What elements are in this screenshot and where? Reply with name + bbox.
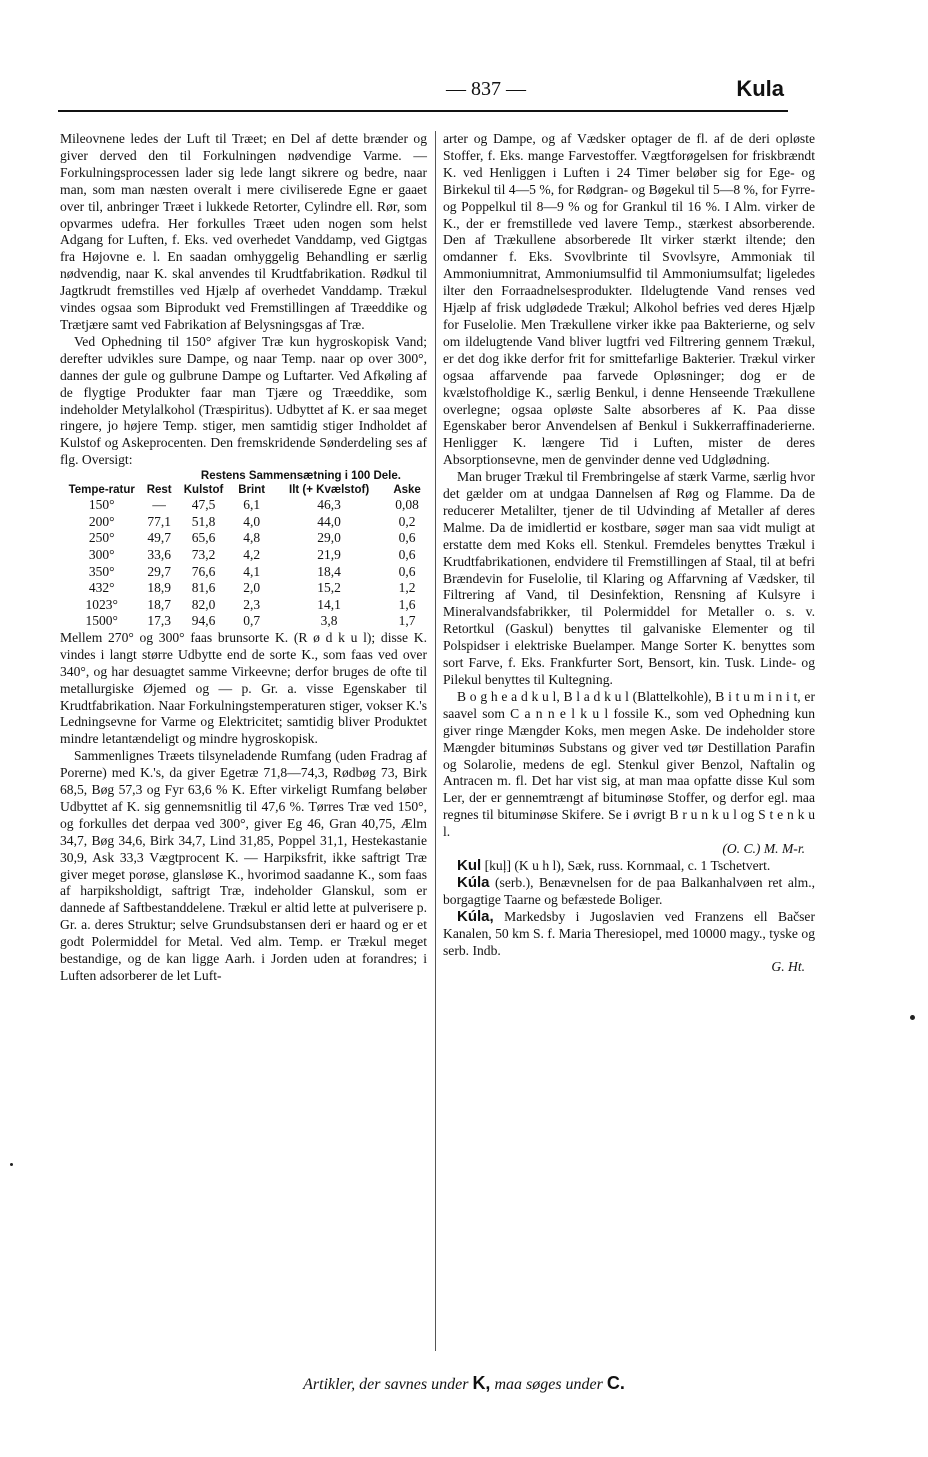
page-header bbox=[58, 76, 788, 112]
entry-headword: Kúla, bbox=[457, 907, 494, 925]
entry-text: B o g h e a d k u l, B l a d k u l (Blattelkohle), B i t u m i n i t, er saavel som C a n n e l k u l fossile K., som ved Ophedning kun giver ringe Mængder Koks, men megen Aske. De indeholder store Mængder bituminøs Substans og giver ved tør Destillation Parafin og Solarolie, medens de egl. Stenkul giver Benzol, Naftalin og Antracen m. fl. Det har vist sig, at man maa opfatte disse Kul som Ler, der er gennemtrængt af bituminøse Stoffer, og derfor egl. maa regnes til bituminøse Skifere. Se i øvrigt B r u n k u l og S t e n k u l. bbox=[443, 688, 815, 840]
table-group-header: Restens Sammensætning i 100 Dele. bbox=[200, 470, 401, 483]
table-cell: 432° bbox=[88, 580, 115, 596]
table-row bbox=[60, 497, 427, 514]
table-row bbox=[60, 580, 427, 597]
table-cell: 4,8 bbox=[243, 530, 261, 546]
table-header: Ilt (+ Kvælstof) bbox=[289, 484, 370, 497]
table-cell: 73,2 bbox=[191, 546, 216, 562]
page-number: — 837 — bbox=[446, 78, 526, 100]
paragraph: Mellem 270° og 300° faas brunsorte K. (R ø d k u l); disse K. vindes i langt større Udbytte end de sorte K., som faas ved over 340°, og har desuagtet samme Virkeevne; derfor bruges de ofte til metallurgiske Øjemed og — p. Gr. a. visse Egenskaber til Krudtfabrikation. Naar Forkulningstemperaturen stiger, vokser K.'s Ledningsevne for Varme og Elektricitet; samtidig bliver Produktet mindre letantændeligt og mindre hygroskopisk. bbox=[60, 629, 427, 747]
entry-text: Markedsby i Jugoslavien ved Franzens ell Bačser Kanalen, 50 km S. f. Maria Theresiopel, med 10000 magy., tyske og serb. Indb. bbox=[443, 908, 815, 958]
table-cell: 82,0 bbox=[191, 596, 216, 612]
right-column bbox=[443, 131, 815, 976]
ink-speck bbox=[10, 1163, 13, 1166]
paragraph: Mileovnene ledes der Luft til Træet; en Del af dette brænder og giver derved den til Forkulningen nødvendige Varme. — Forkulningsprocessen lader sig lede langt sikrere og bedre, naar man, som man næsten overalt i mere civiliserede Egne er gaaet over til, anbringer Træet i lukkede Retorter, Cylindre ell. Rør, som opvarmes udefra. Her forkulles Træet uden nogen som helst Adgang for Luften, f. Eks. ved overhedet Vanddamp, ved Gigtgas fra Højovne e. l. En saadan omhyggelig Behandling er særlig nødvendig, naar K. skal anvendes til Krudtfabrikation. Rødkul til Jagtkrudt fremstilles ved Hjælp af overhedet Vanddamp. Trækul vindes ogsaa som Biprodukt ved Fremstillingen af Træeddike og Trætjære samt ved Fabrikation af Belysningsgas af Træ. bbox=[60, 131, 427, 332]
paragraph bbox=[443, 689, 815, 858]
table-cell: 51,8 bbox=[191, 513, 216, 529]
table-row bbox=[60, 547, 427, 564]
table-cell: 77,1 bbox=[147, 513, 171, 529]
footer-letter-c: C. bbox=[606, 1373, 625, 1393]
table-header: Tempe-ratur bbox=[68, 484, 135, 497]
table-cell: 15,2 bbox=[317, 580, 341, 596]
table-cell: 4,0 bbox=[243, 513, 261, 529]
table-cell: 4,1 bbox=[243, 563, 261, 579]
entry-kul bbox=[443, 858, 815, 875]
entry-headword: Kul bbox=[457, 856, 482, 874]
table-cell: 33,6 bbox=[147, 546, 171, 562]
table-cell: 200° bbox=[88, 513, 115, 529]
table-cell: 0,6 bbox=[398, 563, 416, 579]
entry-headword: Kúla bbox=[457, 873, 490, 891]
table-cell: 14,1 bbox=[317, 596, 341, 612]
table-cell: 250° bbox=[88, 530, 115, 546]
table-cell: 1500° bbox=[85, 613, 118, 629]
table-cell: 18,7 bbox=[147, 596, 171, 612]
paragraph: Sammenlignes Træets tilsyneladende Rumfang (uden Fradrag af Porerne) med K.'s, da giver Egetræ 71,8—74,3, Rødbøg 73, Birk 68,5, Bøg 57,3 og Fyr 63,6 % K. Efter virkeligt Rumfang beløber Udbyttet af K. sig gennemsnitlig til 47,6 %. Tørres Træ ved 150°, og forkulles det derpaa ved 300°, giver Eg 46, Gran 40,75, Ælm 34,7, Bøg 34,6, Birk 34,7, Lind 31,85, Poppel 31,1, Hestekastanie 30,9, Ask 33,3 Vægtprocent K. — Harpiksfrit, ikke saftrigt Træ giver meget porøse, glansløse K., hvorimod saadanne K., som faas af harpiksholdigt, saftrigt Træ, indeholder Glanskul, som er dannede af Saftbestanddelene. Trækul er altid lette at pulverisere p. Gr. a. deres Struktur; selve Grundsubstansen deri er haard og er et godt Polermiddel for Metal. Ved alm. Temp. er Trækul meget bestandige, og de kan ligge Aarh. i Jorden uden at forandres; i Luften adsorberer de let Luft- bbox=[60, 748, 427, 983]
table-cell: 2,3 bbox=[243, 596, 261, 612]
table-row bbox=[60, 613, 427, 630]
table-cell: 0,6 bbox=[398, 546, 416, 562]
running-headword: Kula bbox=[736, 76, 784, 101]
footer-letter-k: K, bbox=[472, 1373, 491, 1393]
table-cell: 0,7 bbox=[243, 613, 261, 629]
table-cell: 2,0 bbox=[243, 580, 261, 596]
table-cell: 94,6 bbox=[191, 613, 216, 629]
entry-text: [kuļ] (K u h l), Sæk, russ. Kornmaal, c. 1 Tschetvert. bbox=[484, 857, 771, 873]
paragraph: arter og Dampe, og af Vædsker optager de fl. af de deri opløste Stoffer, f. Eks. mange Farvestoffer. Vægtforøgelsen for friskbrændt K. ved Henliggen i Luften i 24 Timer beløber sig for Ege- og Birkekul til 4—5 %, for Rødgran- og Bøgekul til 5—8 %, for Fyrre- og Poppelkul til 8—9 % og for Grankul til 16 %. I Alm. virker de K., der er fremstillede ved lavere Temp., stærkest absorberende. Den af Trækullene absorberede Ilt virker stærkt iltende; den omdanner f. Eks. Svovlbrinte til Svovlsyre, Ammoniak til Ammoniumnitrat, Ammoniumsulfid til Ammoniumsulfat; ligeledes ilter den Forraadnelsesprodukter. Ildelugtende Vand renses ved Hjælp af frisk udglødede Trækul; Alkohol befries ved deres Hjælp for Fuselolie. Men Trækullene virker ikke paa Bakterierne, og selv om ildelugtende Vand bliver lugtfri ved Filtrering gennem Trækul, er det dog ikke derfor frit for smittefarlige Bakterier. Trækul virker ogsaa affarvende paa farvede Opløsninger; dog er de kvælstofholdige K., særlig Benkul, i denne Henseende Trækullene overlegne; ogsaa opløste Salte absorberes af K. Paa disse Egenskaber beror Anvendelsen af Benkul i Sukkerraffinaderierne. Henligger K. længere Tid i Luften, mister de deres Absorptionsevne, men de genvinder denne ved Udglødning. bbox=[443, 131, 815, 468]
table-cell: 46,3 bbox=[317, 497, 341, 513]
table-cell: 6,1 bbox=[243, 497, 261, 513]
table-row bbox=[60, 530, 427, 547]
table-cell: 1,7 bbox=[398, 613, 416, 629]
table-row bbox=[60, 564, 427, 581]
table-cell: 1023° bbox=[85, 596, 118, 612]
table-cell: 21,9 bbox=[317, 546, 341, 562]
column-divider bbox=[435, 131, 436, 1351]
table-header: Aske bbox=[393, 484, 421, 497]
paragraph: Ved Ophedning til 150° afgiver Træ kun hygroskopisk Vand; derefter udvikles sure Dampe, og naar Temp. naar op over 300°, dannes der gule og gulbrune Dampe og Luftarter. Ved Afkøling af de flygtige Produkter faar man Tjære og Træeddike, som indeholder Metylalkohol (Træspiritus). Udbyttet af K. er saa meget ringere, jo højere Temp. stiger, men samtidig stiger Indholdet af Kulstof og Askeprocenten. Den fremskridende Sønderdeling ses af flg. Oversigt: bbox=[60, 333, 427, 468]
entry-kula-town bbox=[443, 909, 815, 977]
table-cell: 44,0 bbox=[317, 513, 341, 529]
table-cell: 4,2 bbox=[243, 546, 261, 562]
table-cell: 17,3 bbox=[147, 613, 171, 629]
table-cell: — bbox=[152, 497, 166, 513]
author-signature: G. Ht. bbox=[771, 959, 805, 975]
table-row bbox=[60, 514, 427, 531]
footer-text: Artikler, der savnes under bbox=[303, 1376, 469, 1393]
paragraph: Man bruger Trækul til Frembringelse af stærk Varme, særlig hvor det gælder om at undgaa Dannelsen af Røg og Flamme. Da de reducerer Metalilter, tjener de til Udvinding af Metaller af deres Malme. Da de imidlertid er kostbare, søger man saa vidt muligt at erstatte dem med Koks ell. Stenkul. Fremdeles benyttes Trækul i Krudtfabrikationen, endvidere til Fremstillingen af Staal, til at befri Brændevin for Fuselolie, til Klaring og Affarvning af Vædsker, til Filtrering af Vand, til Desinfektion, Rensning af Kulsyre i Mineralvandsfabrikker, til Polermiddel for Metaller o. s. v. Retortkul (Gaskul) benyttes til galvaniske Elementer og til Polspidser i elektriske Buelamper. Mange Sorter K. benyttes som sort Farve, f. Eks. Frankfurter Sort, Bensort, kin. Tusk. Linde- og Pilekul benyttes til Kultegning. bbox=[443, 469, 815, 687]
table-header: Kulstof bbox=[183, 484, 224, 497]
table-cell: 0,08 bbox=[395, 497, 419, 513]
table-cell: 29,0 bbox=[317, 530, 341, 546]
author-signature: (O. C.) M. M-r. bbox=[722, 841, 805, 857]
table-cell: 350° bbox=[88, 563, 115, 579]
left-column bbox=[60, 131, 427, 985]
table-cell: 49,7 bbox=[147, 530, 171, 546]
table-cell: 1,6 bbox=[398, 596, 416, 612]
table-cell: 1,2 bbox=[398, 580, 416, 596]
table-cell: 3,8 bbox=[320, 613, 338, 629]
table-cell: 300° bbox=[88, 546, 115, 562]
table-cell: 76,6 bbox=[191, 563, 216, 579]
page-footer bbox=[0, 1373, 928, 1394]
entry-kula-serb bbox=[443, 875, 815, 909]
composition-table bbox=[60, 469, 427, 630]
table-row bbox=[60, 597, 427, 614]
table-cell: 65,6 bbox=[191, 530, 216, 546]
table-cell: 0,6 bbox=[398, 530, 416, 546]
table-cell: 18,9 bbox=[147, 580, 171, 596]
table-cell: 150° bbox=[88, 497, 115, 513]
table-cell: 81,6 bbox=[191, 580, 216, 596]
table-cell: 18,4 bbox=[317, 563, 341, 579]
ink-speck bbox=[910, 1015, 915, 1020]
table-cell: 29,7 bbox=[147, 563, 171, 579]
footer-text: maa søges under bbox=[494, 1376, 603, 1393]
table-cell: 47,5 bbox=[191, 497, 216, 513]
table-cell: 0,2 bbox=[398, 513, 416, 529]
table-header: Rest bbox=[146, 484, 172, 497]
table-header: Brint bbox=[238, 484, 266, 497]
entry-text: (serb.), Benævnelsen for de paa Balkanhalvøen ret alm., borgagtige Taarne og befæstede Boliger. bbox=[443, 874, 816, 907]
